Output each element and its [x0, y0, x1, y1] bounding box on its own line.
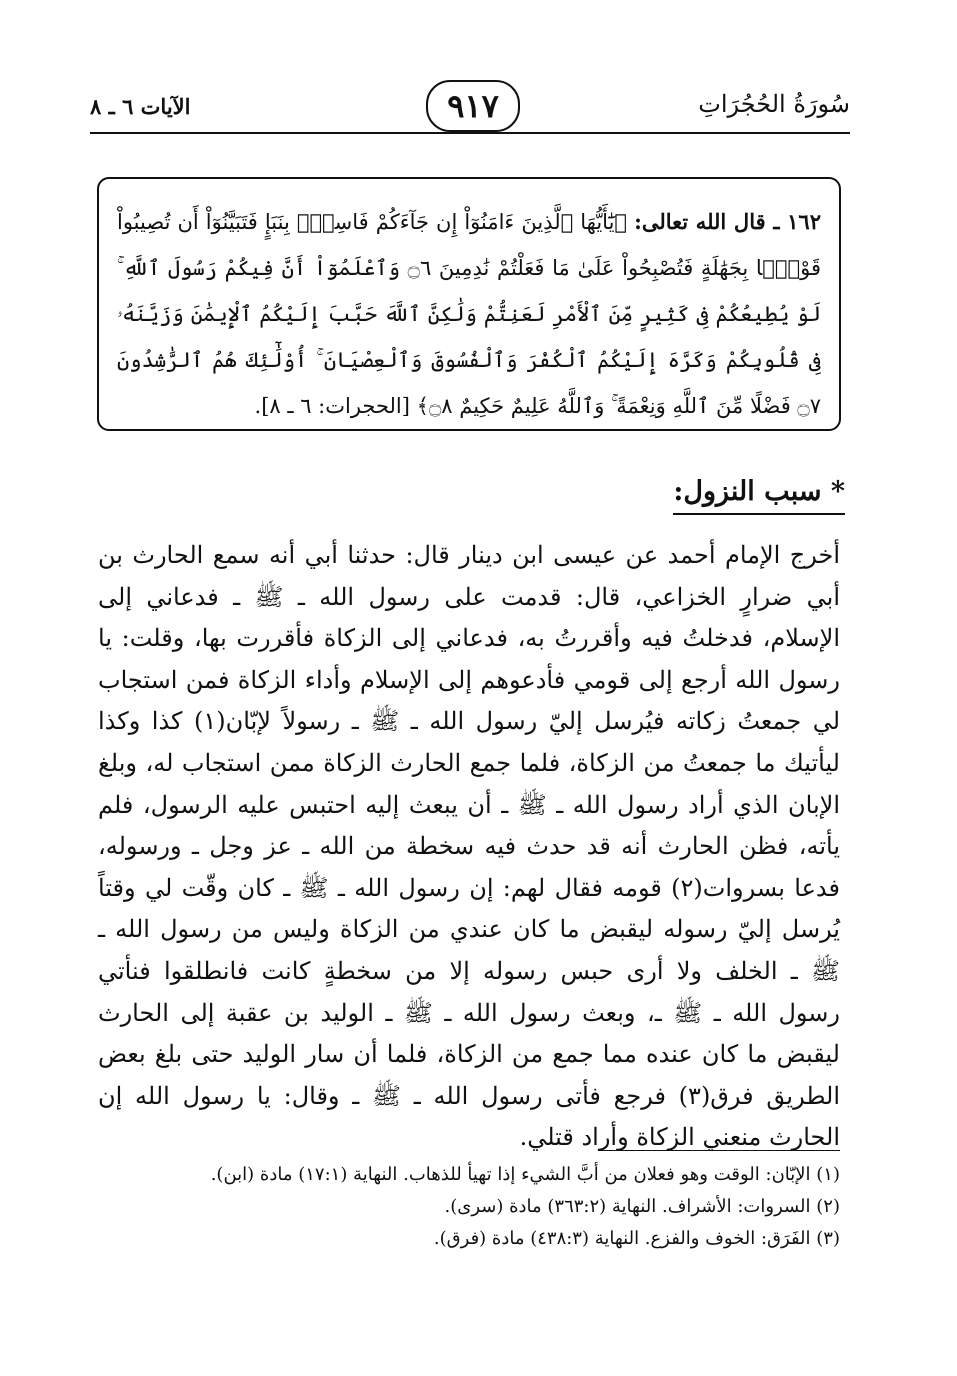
page-header: [90, 80, 850, 136]
header-divider: [90, 132, 850, 134]
verses-range: الآيات ٦ ـ ٨: [90, 94, 191, 119]
surah-name: سُورَةُ الحُجُرَاتِ: [698, 90, 850, 118]
verse-paragraph: [117, 199, 821, 429]
footnotes: [95, 1160, 840, 1256]
footnote-2: (٢) السروات: الأشراف. النهاية (٣٦٣:٢) مادة (سرى).: [444, 1196, 840, 1217]
body-paragraph: أخرج الإمام أحمد عن عيسى ابن دينار قال: حدثنا أبي أنه سمع الحارث بن أبي ضرارٍ الخزاعي، قال: قدمت على رسول الله ـ ﷺ ـ فدعاني إلى الإسلام، فدخلتُ فيه وأقررتُ به، فدعاني إلى الزكاة فأقررت بها، وقلت: يا رسول الله أرجع إلى قومي فأدعوهم إلى الإسلام وأداء الزكاة فمن استجاب لي جمعتُ زكاته فيُرسل إليّ رسول الله ـ ﷺ ـ رسولاً لإبّان(١) كذا وكذا ليأتيك ما جمعتُ من الزكاة، فلما جمع الحارث الزكاة ممن استجاب له، وبلغ الإبان الذي أراد رسول الله ـ ﷺ ـ أن يبعث إليه احتبس عليه الرسول، فلم يأته، فظن الحارث أنه قد حدث فيه سخطة من الله ـ عز وجل ـ ورسوله، فدعا بسروات(٢) قومه فقال لهم: إن رسول الله ـ ﷺ ـ كان وقّت لي وقتاً يُرسل إليّ رسوله ليقبض ما كان عندي من الزكاة وليس من رسول الله ـ ﷺ ـ الخلف ولا أرى حبس رسوله إلا من سخطةٍ كانت فانطلقوا فنأتي رسول الله ـ ﷺ ـ، وبعث رسول الله ـ ﷺ ـ الوليد بن عقبة إلى الحارث ليقبض ما كان عنده مما جمع من الزكاة، فلما أن سار الوليد حتى بلغ بعض الطريق فرق(٣) فرجع فأتى رسول الله ـ ﷺ ـ وقال: يا رسول الله إن الحارث منعني الزكاة وأراد قتلي.: [98, 541, 841, 1152]
verse-citation: [الحجرات: ٦ ـ ٨].: [254, 394, 410, 418]
body-text: [98, 535, 840, 1159]
footnote-divider: [598, 1150, 840, 1151]
verse-intro: ١٦٢ ـ قال الله تعالى:: [634, 209, 821, 234]
section-heading: * سبب النزول:: [673, 476, 845, 515]
footnote-1: (١) الإبّان: الوقت وهو فعلان من أبَّ الشيء إذا تهيأ للذهاب. النهاية (١٧:١) مادة (ابن).: [210, 1164, 840, 1185]
page-number: ٩١٧: [426, 80, 520, 132]
quran-verse-box: [97, 177, 841, 431]
footnote-3: (٣) الفَرَق: الخوف والفزع. النهاية (٤٣٨:٣) مادة (فرق).: [433, 1228, 840, 1249]
verse-text: ﴿يَٰٓأَيُّهَا ٱلَّذِينَ ءَامَنُوٓاْ إِن جَآءَكُمْ فَاسِقٌۢ بِنَبَإٍ فَتَبَيَّنُوٓاْ أَن تُصِيبُواْ قَوْمًۢا بِجَهَٰلَةٍ فَتُصْبِحُواْ عَلَىٰ مَا فَعَلْتُمْ نَٰدِمِينَ ۝٦ وَٱعْلَمُوٓاْ أَنَّ فِيكُمْ رَسُولَ ٱللَّهِ ۚ لَوْ يُطِيعُكُمْ فِى كَثِيرٍ مِّنَ ٱلْأَمْرِ لَعَنِتُّمْ وَلَٰكِنَّ ٱللَّهَ حَبَّبَ إِلَيْكُمُ ٱلْإِيمَٰنَ وَزَيَّنَهُۥ فِى قُلُوبِكُمْ وَكَرَّهَ إِلَيْكُمُ ٱلْكُفْرَ وَٱلْفُسُوقَ وَٱلْعِصْيَانَ ۚ أُوْلَٰٓئِكَ هُمُ ٱلرَّٰشِدُونَ ۝٧ فَضْلًا مِّنَ ٱللَّهِ وَنِعْمَةً ۚ وَٱللَّهُ عَلِيمٌ حَكِيمٌ ۝٨﴾: [117, 210, 821, 418]
